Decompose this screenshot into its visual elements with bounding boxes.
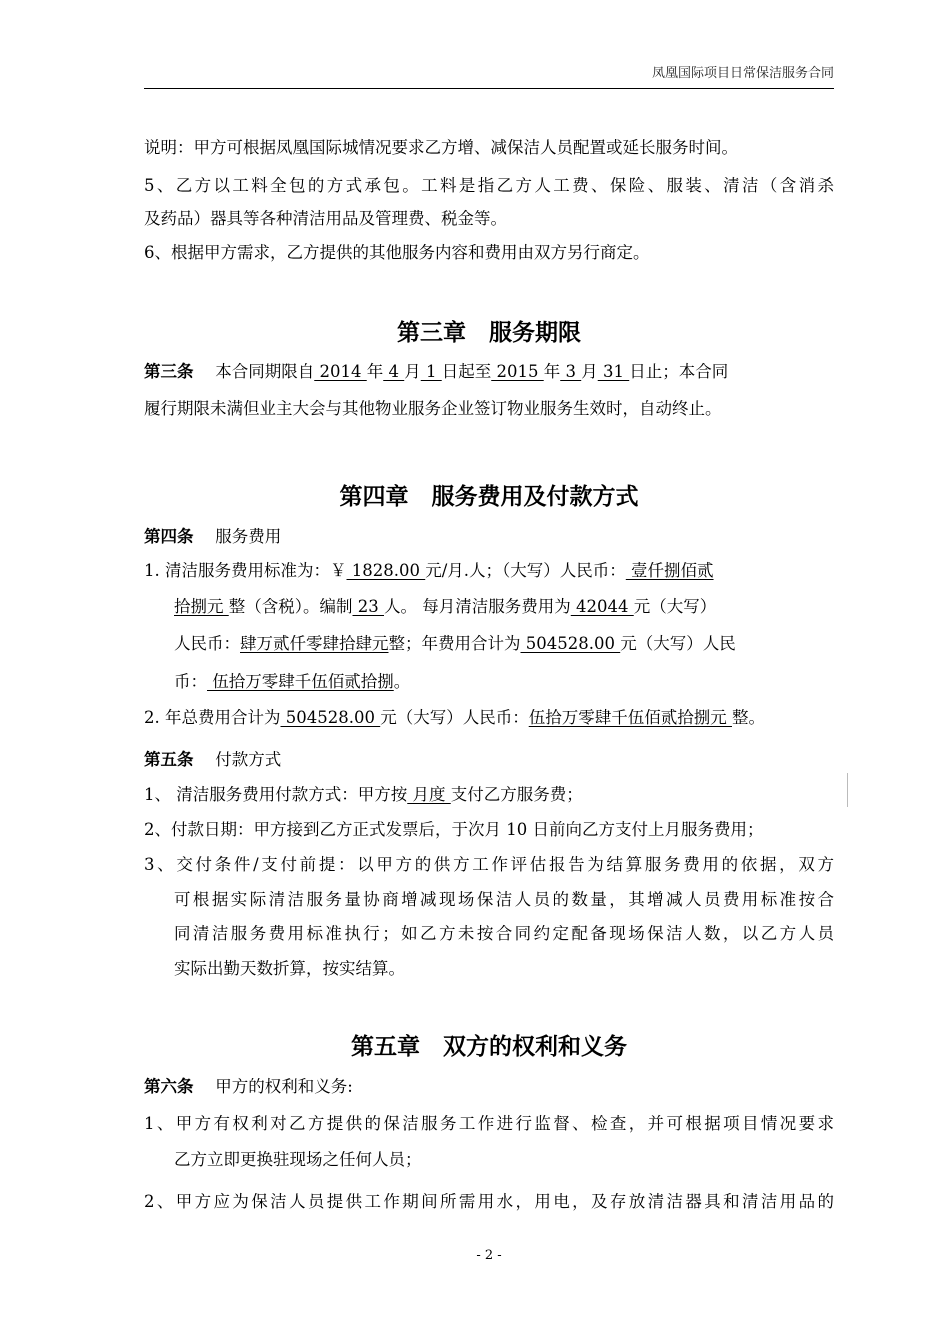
- article-4-label: 第四条: [144, 527, 194, 546]
- monthly-fee: 42044: [570, 597, 634, 616]
- end-year: 2015: [491, 362, 544, 381]
- payment-item-3-line-4: 实际出勤天数折算，按实结算。: [174, 959, 405, 978]
- text: 月: [404, 362, 421, 381]
- text: 人民币：: [174, 634, 240, 653]
- fee-item-1-line-3: [174, 633, 736, 655]
- text: 元（大写）: [633, 597, 717, 616]
- fee-item-2: [144, 707, 765, 729]
- staff-count: 23: [352, 597, 384, 616]
- article-3-label: 第三条: [144, 362, 194, 381]
- unit-price-upper: 壹仟捌佰贰: [625, 561, 714, 580]
- right-item-1-line-2: 乙方立即更换驻现场之任何人员；: [174, 1150, 422, 1169]
- article-4-title: 服务费用: [215, 527, 282, 546]
- chapter-3-title: 第三章 服务期限: [397, 319, 581, 346]
- text: 人。 每月清洁服务费用为: [384, 597, 571, 616]
- annual-fee: 504528.00: [520, 634, 621, 653]
- text: 币：: [174, 672, 207, 691]
- article-3-line-2: 履行期限未满但业主大会与其他物业服务企业签订物业服务生效时，自动终止。: [144, 399, 722, 418]
- article-5-heading: [144, 749, 281, 771]
- payment-item-3-line-2: 可根据实际清洁服务量协商增减现场保洁人员的数量，其增减人员费用标准按合: [174, 890, 834, 909]
- unit-price-upper-cont: 拾捌元: [174, 597, 229, 616]
- payment-period: 月度: [407, 785, 451, 804]
- start-day: 1: [420, 362, 442, 381]
- text: 2. 年总费用合计为: [144, 708, 281, 727]
- payment-item-1: [144, 784, 583, 806]
- payment-item-2: 2、付款日期：甲方接到乙方正式发票后，于次月 10 日前向乙方支付上月服务费用；: [144, 820, 764, 839]
- unit-price: 1828.00: [346, 561, 426, 580]
- right-item-1-line-1: 1、甲方有权利对乙方提供的保洁服务工作进行监督、检查，并可根据项目情况要求: [144, 1114, 834, 1133]
- text: 年: [543, 362, 561, 381]
- text: 整（含税）。编制: [228, 597, 353, 616]
- text: 元（大写）人民币：: [380, 708, 529, 727]
- text: 元/月.人；（大写）人民币：: [425, 561, 626, 580]
- margin-mark: [847, 773, 848, 807]
- text: 日止；本合同: [629, 362, 729, 381]
- start-year: 2014: [314, 362, 367, 381]
- payment-item-3-line-3: 同清洁服务费用标准执行；如乙方未按合同约定配备现场保洁人数，以乙方人员: [174, 924, 834, 943]
- chapter-4-title: 第四章 服务费用及付款方式: [339, 483, 639, 510]
- note-line: 说明：甲方可根据凤凰国际城情况要求乙方增、减保洁人员配置或延长服务时间。: [144, 138, 738, 157]
- text: 本合同期限自: [215, 362, 315, 381]
- text: 1、 清洁服务费用付款方式：甲方按: [144, 785, 408, 804]
- fee-item-1-line-4: [174, 671, 410, 693]
- start-month: 4: [383, 362, 405, 381]
- chapter-5-title: 第五章 双方的权利和义务: [351, 1033, 627, 1060]
- end-day: 31: [597, 362, 630, 381]
- fee-item-1-line-1: [144, 560, 714, 582]
- clause-5-line-1: 5、乙方以工料全包的方式承包。工料是指乙方人工费、保险、服装、清洁（含消杀: [144, 176, 834, 195]
- text: 1. 清洁服务费用标准为：￥: [144, 561, 347, 580]
- fee-item-1-line-2: [174, 596, 716, 618]
- article-3-line-1: [144, 361, 728, 383]
- article-6-label: 第六条: [144, 1077, 194, 1096]
- text: 日起至: [441, 362, 492, 381]
- running-header: 凤凰国际项目日常保洁服务合同: [651, 66, 834, 81]
- clause-6-line: 6、根据甲方需求，乙方提供的其他服务内容和费用由双方另行商定。: [144, 243, 650, 262]
- text: 整；年费用合计为: [388, 634, 521, 653]
- text: 支付乙方服务费；: [450, 785, 583, 804]
- article-6-title: 甲方的权利和义务:: [215, 1077, 353, 1096]
- right-item-2-line-1: 2、甲方应为保洁人员提供工作期间所需用水，用电，及存放清洁器具和清洁用品的: [144, 1192, 834, 1211]
- article-5-title: 付款方式: [215, 750, 282, 769]
- page-number: - 2 -: [476, 1248, 502, 1263]
- text: 。: [393, 672, 411, 691]
- total-fee: 504528.00: [280, 708, 381, 727]
- total-fee-upper: 伍拾万零肆千伍佰贰拾捌元: [528, 708, 732, 727]
- annual-fee-upper: 伍拾万零肆千伍佰贰拾捌: [207, 672, 394, 691]
- text: 元（大写）人民: [620, 634, 736, 653]
- article-5-label: 第五条: [144, 750, 194, 769]
- article-4-heading: [144, 526, 281, 548]
- text: 整。: [731, 708, 765, 727]
- article-6-heading: [144, 1076, 353, 1098]
- end-month: 3: [560, 362, 582, 381]
- text: 月: [581, 362, 598, 381]
- monthly-fee-upper: 肆万贰仟零肆拾肆元: [240, 634, 389, 653]
- header-rule: [144, 88, 834, 89]
- clause-5-line-2: 及药品）器具等各种清洁用品及管理费、税金等。: [144, 209, 507, 228]
- payment-item-3-line-1: 3、交付条件/支付前提：以甲方的供方工作评估报告为结算服务费用的依据，双方: [144, 855, 834, 874]
- text: 年: [366, 362, 384, 381]
